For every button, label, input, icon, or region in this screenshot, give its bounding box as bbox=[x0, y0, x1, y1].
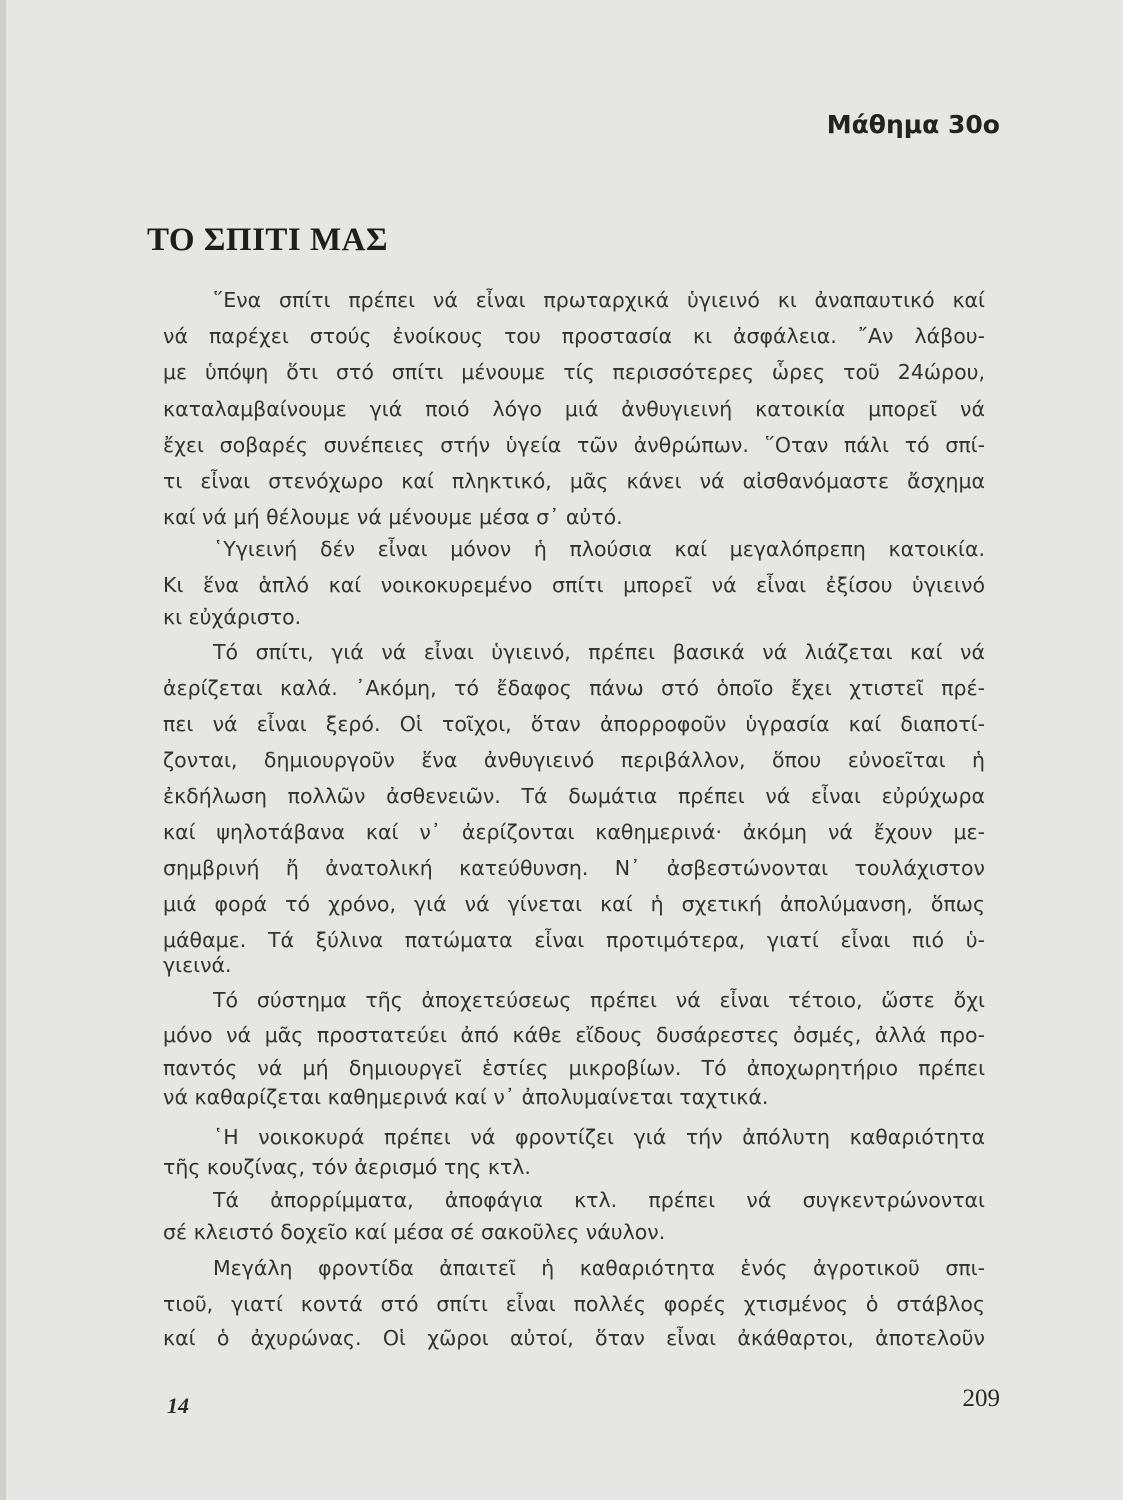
signature-mark: 14 bbox=[167, 1393, 189, 1418]
text-line: νά παρέχει στούς ἐνοίκους του προστασία κι ἀσφάλεια. ῎Αν λάβου- bbox=[163, 324, 985, 348]
text-line: ἐκδήλωση πολλῶν ἀσθενειῶν. Τά δωμάτια πρέπει νά εἶναι εὐρύχωρα bbox=[163, 784, 985, 808]
text-line: Τά ἀπορρίμματα, ἀποφάγια κτλ. πρέπει νά συγκεντρώνονται bbox=[213, 1188, 985, 1212]
text-line: καταλαμβαίνουμε γιά ποιό λόγο μιά ἀνθυγιεινή κατοικία μπορεῖ νά bbox=[163, 397, 985, 421]
text-line: Τό σύστημα τῆς ἀποχετεύσεως πρέπει νά εἶναι τέτοιο, ὥστε ὄχι bbox=[213, 988, 985, 1012]
text-line: παντός νά μή δημιουργεῖ ἑστίες μικροβίων. Τό ἀποχωρητήριο πρέπει bbox=[163, 1056, 985, 1080]
text-line: Τό σπίτι, γιά νά εἶναι ὑγιεινό, πρέπει βασικά νά λιάζεται καί νά bbox=[213, 640, 985, 664]
text-line: ῾Η νοικοκυρά πρέπει νά φροντίζει γιά τήν ἀπόλυτη καθαριότητα bbox=[213, 1125, 985, 1149]
text-line: σέ κλειστό δοχεῖο καί μέσα σέ σακοῦλες νάυλον. bbox=[163, 1220, 666, 1244]
text-line: κι εὐχάριστο. bbox=[163, 605, 302, 629]
page-edge bbox=[0, 0, 6, 1500]
lesson-header: Μάθημα 30ο bbox=[826, 110, 1000, 139]
text-line: νά καθαρίζεται καθημερινά καί ν᾿ ἀπολυμαίνεται ταχτικά. bbox=[163, 1085, 769, 1109]
text-line: ζονται, δημιουργοῦν ἕνα ἀνθυγιεινό περιβάλλον, ὅπου εὐνοεῖται ἡ bbox=[163, 748, 985, 772]
text-line: καί νά μή θέλουμε νά μένουμε μέσα σ᾿ αὐτό. bbox=[163, 505, 623, 529]
text-line: Κι ἕνα ἁπλό καί νοικοκυρεμένο σπίτι μπορεῖ νά εἶναι ἐξίσου ὑγιεινό bbox=[163, 573, 985, 597]
text-line: μιά φορά τό χρόνο, γιά νά γίνεται καί ἡ σχετική ἀπολύμανση, ὅπως bbox=[163, 892, 985, 916]
text-line: Μεγάλη φροντίδα ἀπαιτεῖ ἡ καθαριότητα ἑνός ἀγροτικοῦ σπι- bbox=[213, 1256, 985, 1280]
page-number: 209 bbox=[962, 1385, 1000, 1412]
text-line: καί ψηλοτάβανα καί ν᾿ ἀερίζονται καθημερινά· ἀκόμη νά ἔχουν με- bbox=[163, 820, 985, 844]
text-line: ἀερίζεται καλά. ᾿Ακόμη, τό ἔδαφος πάνω στό ὁποῖο ἔχει χτιστεῖ πρέ- bbox=[163, 676, 985, 700]
text-line: με ὑπόψη ὅτι στό σπίτι μένουμε τίς περισσότερες ὧρες τοῦ 24ώρου, bbox=[163, 360, 985, 384]
text-line: ῾Υγιεινή δέν εἶναι μόνον ἡ πλούσια καί μεγαλόπρεπη κατοικία. bbox=[213, 537, 985, 561]
text-line: τῆς κουζίνας, τόν ἀερισμό της κτλ. bbox=[163, 1155, 531, 1179]
text-line: μάθαμε. Τά ξύλινα πατώματα εἶναι προτιμότερα, γιατί εἶναι πιό ὑ- bbox=[163, 928, 985, 952]
text-line: ῞Ενα σπίτι πρέπει νά εἶναι πρωταρχικά ὑγιεινό κι ἀναπαυτικό καί bbox=[213, 288, 985, 312]
page-title: ΤΟ ΣΠΙΤΙ ΜΑΣ bbox=[147, 222, 389, 258]
text-line: μόνο νά μᾶς προστατεύει ἀπό κάθε εἴδους δυσάρεστες ὀσμές, ἀλλά προ- bbox=[163, 1023, 985, 1047]
text-line: τιοῦ, γιατί κοντά στό σπίτι εἶναι πολλές φορές χτισμένος ὁ στάβλος bbox=[163, 1292, 985, 1316]
text-line: σημβρινή ἤ ἀνατολική κατεύθυνση. Ν᾿ ἀσβεστώνονται τουλάχιστον bbox=[163, 856, 985, 880]
text-line: καί ὁ ἀχυρώνας. Οἱ χῶροι αὐτοί, ὅταν εἶναι ἀκάθαρτοι, ἀποτελοῦν bbox=[163, 1326, 985, 1350]
text-line: ἔχει σοβαρές συνέπειες στήν ὑγεία τῶν ἀνθρώπων. ῞Οταν πάλι τό σπί- bbox=[163, 433, 985, 457]
text-line: τι εἶναι στενόχωρο καί πληκτικό, μᾶς κάνει νά αἰσθανόμαστε ἄσχημα bbox=[163, 469, 985, 493]
text-line: πει νά εἶναι ξερό. Οἱ τοῖχοι, ὅταν ἀπορροφοῦν ὑγρασία καί διαποτί- bbox=[163, 712, 985, 736]
text-line: γιεινά. bbox=[163, 953, 232, 977]
